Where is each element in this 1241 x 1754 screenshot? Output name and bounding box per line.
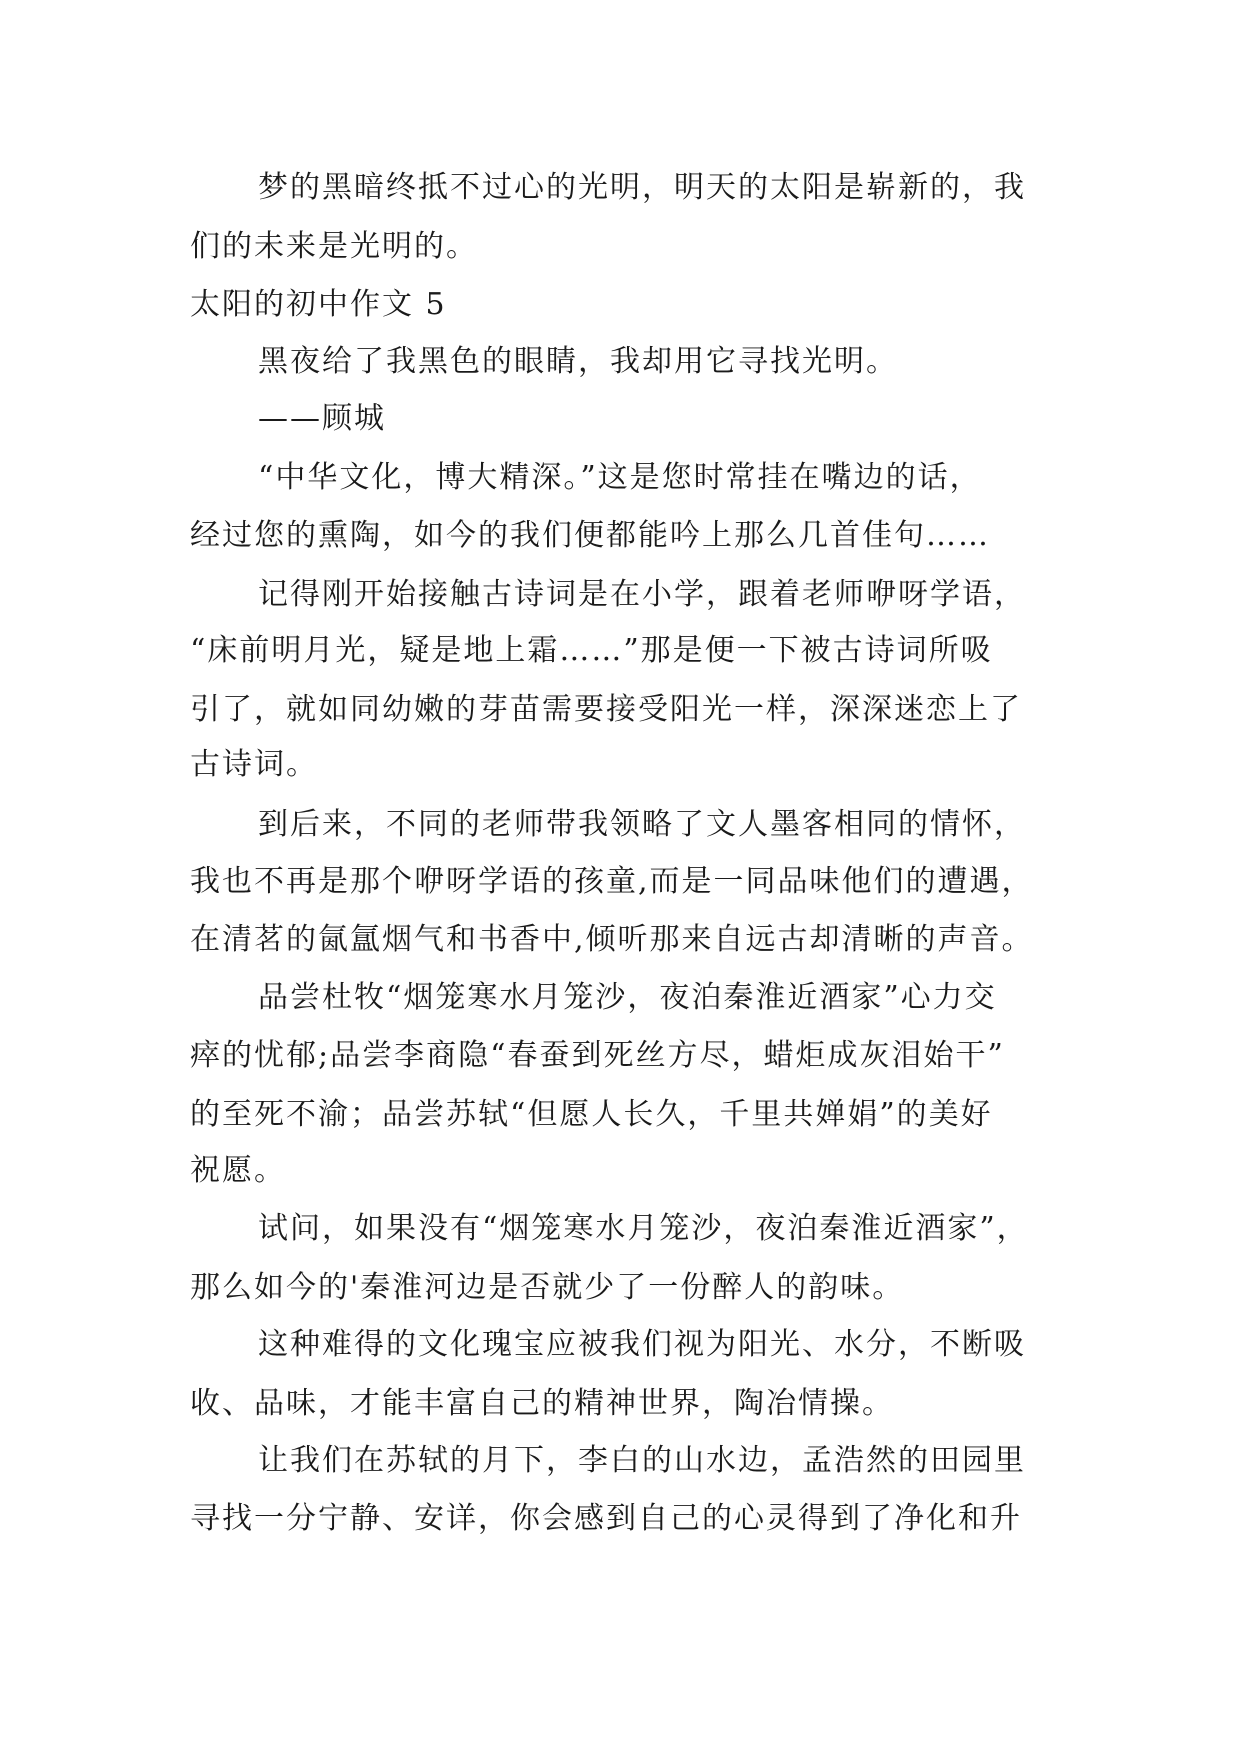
text-line: “床前明月光，疑是地上霜……”那是便一下被古诗词所吸: [190, 633, 993, 668]
text-line: 到后来，不同的老师带我领略了文人墨客相同的情怀，: [258, 807, 1026, 842]
text-line: 试问，如果没有“烟笼寒水月笼沙，夜泊秦淮近酒家”，: [258, 1211, 1029, 1246]
text-line: 在清茗的氤氲烟气和书香中,倾听那来自远古却清晰的声音。: [190, 922, 1034, 957]
text-line: 的至死不渝；品尝苏轼“但愿人长久，千里共婵娟”的美好: [190, 1097, 993, 1132]
text-line: 那么如今的'秦淮河边是否就少了一份醉人的韵味。: [190, 1270, 905, 1305]
text-line: 梦的黑暗终抵不过心的光明，明天的太阳是崭新的，我: [258, 170, 1026, 205]
section-heading: 太阳的初中作文 5: [190, 287, 447, 322]
text-line: 寻找一分宁静、安详，你会感到自己的心灵得到了净化和升: [190, 1501, 1022, 1536]
text-line: ——顾城: [258, 401, 386, 436]
text-line: 古诗词。: [190, 747, 318, 782]
text-line: 瘁的忧郁;品尝李商隐“春蚕到死丝方尽，蜡炬成灰泪始干”: [190, 1038, 1005, 1073]
text-line: 祝愿。: [190, 1153, 286, 1188]
text-line: 们的未来是光明的。: [190, 229, 478, 264]
text-line: 黑夜给了我黑色的眼睛，我却用它寻找光明。: [258, 344, 898, 379]
text-line: “中华文化，博大精深。”这是您时常挂在嘴边的话，: [258, 460, 982, 495]
text-line: 引了，就如同幼嫩的芽苗需要接受阳光一样，深深迷恋上了: [190, 692, 1022, 727]
text-line: 我也不再是那个咿呀学语的孩童,而是一同品味他们的遭遇，: [190, 864, 1034, 899]
text-line: 记得刚开始接触古诗词是在小学，跟着老师咿呀学语，: [258, 577, 1026, 612]
text-line: 收、品味，才能丰富自己的精神世界，陶冶情操。: [190, 1386, 894, 1421]
text-line: 让我们在苏轼的月下，李白的山水边，孟浩然的田园里: [258, 1443, 1026, 1478]
text-line: 品尝杜牧“烟笼寒水月笼沙，夜泊秦淮近酒家”心力交: [258, 980, 997, 1015]
text-line: 这种难得的文化瑰宝应被我们视为阳光、水分，不断吸: [258, 1327, 1026, 1362]
text-line: 经过您的熏陶，如今的我们便都能吟上那么几首佳句……: [190, 518, 990, 553]
